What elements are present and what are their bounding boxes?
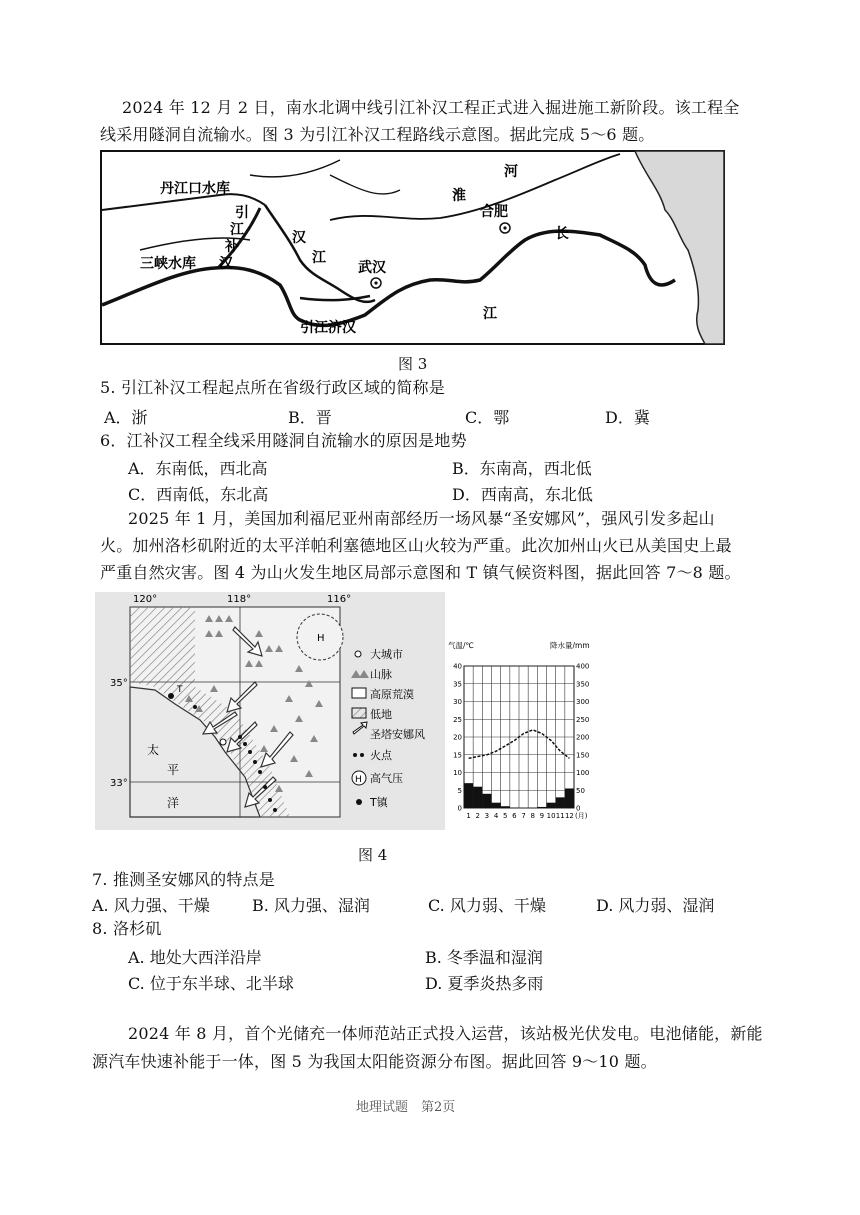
q6-option-c[interactable]: C．西南低，东北高 [128, 485, 269, 504]
svg-text:高原荒漠: 高原荒漠 [370, 688, 414, 701]
y-left-tick: 20 [453, 733, 462, 742]
q5-option-b[interactable]: B．晋 [288, 408, 332, 427]
y-left-tick: 0 [457, 804, 462, 813]
q6-stem: 6．江补汉工程全线采用隧洞自流输水的原因是地势 [100, 431, 467, 450]
svg-text:高气压: 高气压 [370, 772, 403, 785]
climate-chart [446, 638, 604, 830]
sea-tai: 太 [147, 743, 160, 757]
precip-bar [473, 787, 482, 808]
y-right-label: 降水量/mm [550, 641, 590, 650]
y-left-tick: 10 [453, 769, 462, 777]
svg-text:低地: 低地 [370, 708, 392, 721]
label-wuhan: 武汉 [358, 260, 386, 276]
fig3-caption: 图 3 [398, 355, 428, 373]
city-marker [220, 739, 226, 745]
x-tick-label: 2 [475, 812, 480, 820]
svg-text:江: 江 [230, 222, 244, 238]
svg-text:山脉: 山脉 [370, 668, 392, 681]
y-left-label: 气温/℃ [448, 641, 474, 650]
svg-text:圣塔安娜风: 圣塔安娜风 [370, 728, 425, 741]
q5-option-d[interactable]: D．冀 [605, 408, 650, 427]
label-han: 汉 [292, 230, 306, 246]
lon-118: 118° [227, 594, 252, 605]
label-chang: 长 [555, 226, 569, 242]
high-symbol: H [317, 633, 325, 644]
precip-bar [556, 797, 565, 808]
intro3-line1: 2024 年 8 月，首个光储充一体师范站正式投入运营，该站极光伏发电。电池储能，新能 [128, 1024, 763, 1043]
map-frame [101, 151, 724, 344]
x-tick-label: 1 [466, 812, 471, 820]
x-tick-label: 6 [512, 812, 517, 820]
q7-option-b[interactable]: B. 风力强、湿润 [252, 896, 370, 915]
y-left-tick: 25 [453, 715, 462, 724]
y-right-tick: 200 [576, 733, 590, 742]
y-right-tick: 250 [576, 715, 590, 724]
label-danjiangkou: 丹江口水库 [160, 181, 230, 197]
lat-33: 33° [110, 778, 128, 789]
q6-option-b[interactable]: B．东南高，西北低 [452, 459, 592, 478]
q7-option-a[interactable]: A. 风力强、干燥 [92, 896, 210, 915]
y-left-tick: 30 [453, 698, 462, 706]
figure3-map [100, 150, 725, 345]
x-tick-label: 11 [555, 812, 565, 820]
precip-bar [464, 783, 473, 808]
q7-option-c[interactable]: C. 风力弱、干燥 [428, 896, 546, 915]
y-left-tick: 35 [453, 680, 462, 689]
x-tick-label: 8 [530, 812, 535, 820]
q8-option-d[interactable]: D. 夏季炎热多雨 [425, 974, 544, 993]
q5-stem: 5. 引江补汉工程起点所在省级行政区域的简称是 [100, 378, 445, 397]
svg-text:火点: 火点 [370, 749, 392, 762]
q8-stem: 8. 洛杉矶 [92, 919, 162, 938]
t-town-label: T [177, 685, 183, 695]
svg-text:大城市: 大城市 [370, 648, 403, 661]
page-footer: 地理试题 第2页 [356, 1100, 456, 1115]
q7-option-d[interactable]: D. 风力弱、湿润 [596, 896, 715, 915]
intro1-line1: 2024 年 12 月 2 日，南水北调中线引江补汉工程正式进入掘进施工新阶段。该工程全 [122, 98, 740, 117]
fig4-caption: 图 4 [358, 846, 388, 864]
precip-bar [537, 807, 546, 808]
label-hefei: 合肥 [480, 204, 508, 220]
svg-text:H: H [355, 775, 362, 785]
q8-option-c[interactable]: C. 位于东半球、北半球 [128, 974, 294, 993]
label-he: 河 [504, 164, 518, 180]
y-right-tick: 100 [576, 769, 590, 777]
precip-bar [501, 806, 510, 808]
y-right-tick: 150 [576, 751, 590, 760]
x-tick-label: 5 [503, 812, 508, 820]
lon-120: 120° [133, 594, 158, 605]
intro1-line2: 线采用隧洞自流输水。图 3 为引江补汉工程路线示意图。据此完成 5～6 题。 [100, 125, 655, 144]
y-right-tick: 400 [576, 662, 590, 671]
x-tick-label: 3 [484, 812, 490, 820]
y-right-tick: 50 [576, 786, 585, 795]
intro2-line2: 火。加州洛杉矶附近的太平洋帕利塞德地区山火较为严重。此次加州山火已从美国史上最 [100, 536, 732, 555]
sea-ping: 平 [167, 763, 180, 777]
y-right-tick: 350 [576, 680, 590, 689]
x-tick-label: 9 [539, 812, 545, 820]
label-buhan-1: 引 [235, 205, 249, 221]
label-sanxia: 三峡水库 [140, 256, 196, 272]
label-jiang-1: 江 [312, 250, 326, 266]
svg-text:汉: 汉 [219, 256, 233, 272]
x-axis-unit: (月) [575, 812, 588, 820]
lon-116: 116° [327, 594, 352, 605]
svg-text:T镇: T镇 [370, 796, 388, 809]
y-right-tick: 300 [576, 698, 590, 706]
label-huai: 淮 [452, 188, 466, 204]
intro2-line3: 严重自然灾害。图 4 为山火发生地区局部示意图和 T 镇气候资料图，据此回答 7～8 题。 [100, 563, 741, 582]
q7-stem: 7. 推测圣安娜风的特点是 [92, 870, 275, 889]
precip-bar [482, 794, 491, 808]
q8-option-a[interactable]: A. 地处大西洋沿岸 [128, 948, 262, 967]
figure4-map [95, 592, 445, 830]
precip-bar [565, 788, 574, 808]
q8-option-b[interactable]: B. 冬季温和湿润 [425, 948, 543, 967]
label-jiang-2: 江 [483, 306, 497, 322]
y-left-tick: 40 [453, 662, 462, 671]
x-tick-label: 4 [493, 812, 499, 820]
precip-bar [547, 803, 556, 808]
q6-option-d[interactable]: D．西南高，东北低 [452, 485, 593, 504]
q5-option-c[interactable]: C．鄂 [465, 408, 510, 427]
q5-option-a[interactable]: A．浙 [104, 408, 148, 427]
label-jihan: 引江济汉 [300, 320, 356, 336]
x-tick-label: 12 [564, 812, 574, 820]
t-town-marker [168, 693, 174, 699]
sea-yang: 洋 [167, 796, 180, 810]
intro2-line1: 2025 年 1 月，美国加利福尼亚州南部经历一场风暴“圣安娜风”，强风引发多起山 [128, 509, 715, 528]
y-left-tick: 15 [453, 751, 462, 760]
x-tick-label: 7 [521, 812, 526, 820]
svg-text:补: 补 [225, 239, 239, 255]
lat-35: 35° [110, 678, 128, 689]
y-left-tick: 5 [457, 786, 462, 795]
x-tick-label: 10 [546, 812, 556, 820]
precip-bar [492, 803, 501, 808]
intro3-line2: 源汽车快速补能于一体，图 5 为我国太阳能资源分布图。据此回答 9～10 题。 [92, 1052, 657, 1071]
y-right-tick: 0 [576, 804, 581, 813]
q6-option-a[interactable]: A．东南低，西北高 [128, 459, 268, 478]
